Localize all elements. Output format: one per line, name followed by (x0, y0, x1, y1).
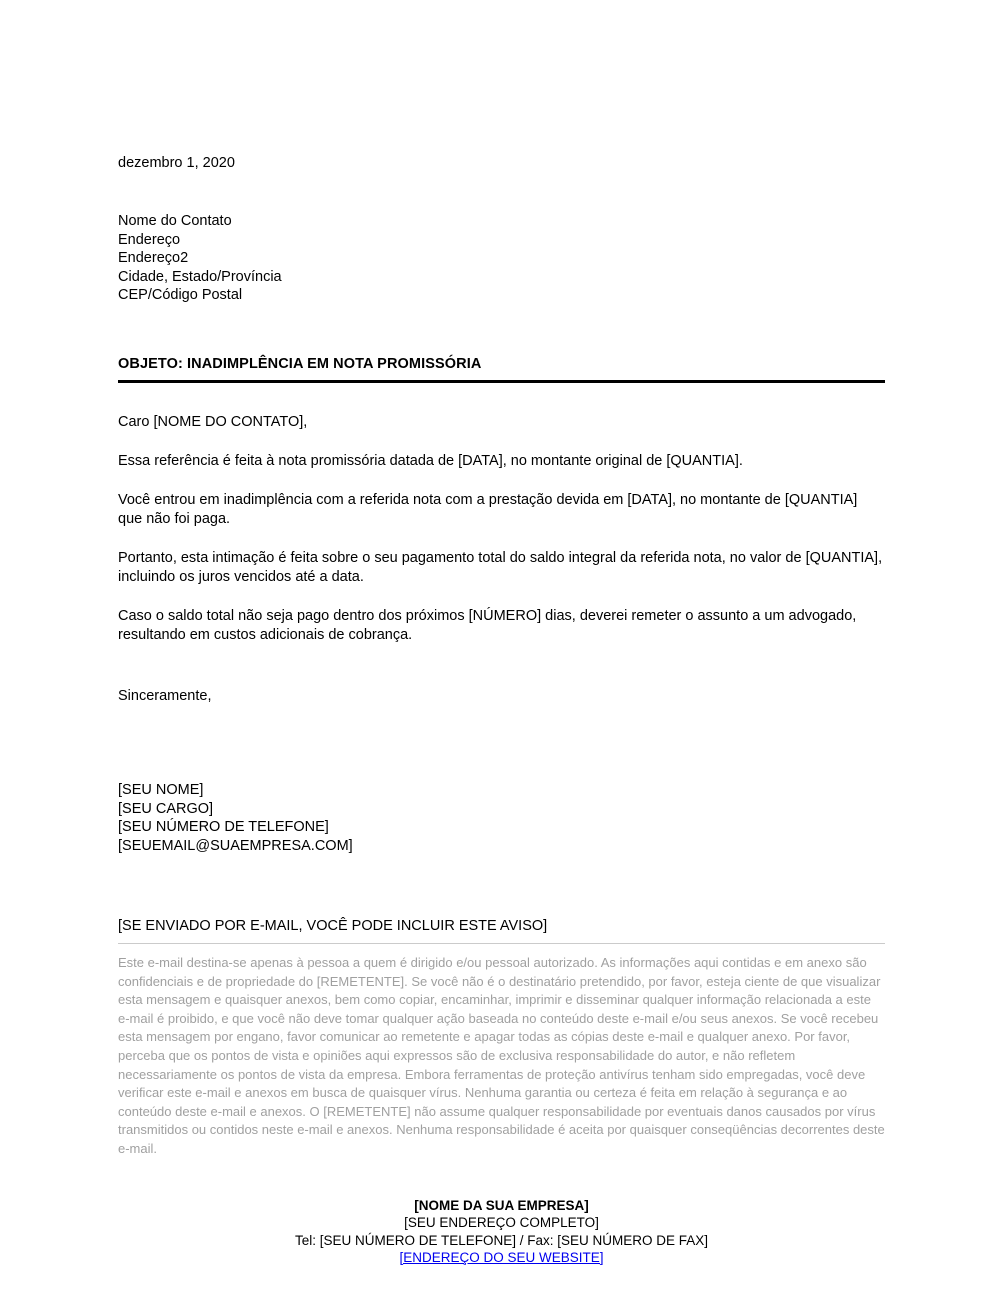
signature-block (118, 781, 885, 855)
footer-address: [SEU ENDEREÇO COMPLETO] (404, 1215, 599, 1231)
disclaimer-block (118, 917, 885, 1159)
recipient-line-name: Nome do Contato (118, 213, 232, 229)
subject-block (118, 355, 885, 383)
signature-phone: [SEU NÚMERO DE TELEFONE] (118, 819, 329, 835)
footer-contact: Tel: [SEU NÚMERO DE TELEFONE] / Fax: [SEU NÚMERO DE FAX] (294, 1232, 709, 1248)
body-paragraph-1: Essa referência é feita à nota promissória datada de [DATA], no montante original de [QUANTIA]. (118, 453, 743, 469)
letter-content (118, 0, 885, 1267)
recipient-address-block (118, 212, 885, 305)
recipient-line-address2: Endereço2 (118, 250, 189, 266)
disclaimer-heading: [SE ENVIADO POR E-MAIL, VOCÊ PODE INCLUIR ESTE AVISO] (118, 918, 548, 934)
body-paragraph-4: Caso o saldo total não seja pago dentro dos próximos [NÚMERO] dias, deverei remeter o assunto a um advogado, resultando em custos adicionais de cobrança. (118, 607, 857, 643)
recipient-line-postal-code: CEP/Código Postal (118, 287, 243, 303)
body-paragraph-2: Você entrou em inadimplência com a referida nota com a prestação devida em [DATA], no montante de [QUANTIA] que não foi paga. (118, 491, 858, 527)
signature-name: [SEU NOME] (118, 782, 204, 798)
signature-email: [SEUEMAIL@SUAEMPRESA.COM] (118, 837, 353, 854)
recipient-line-city-state: Cidade, Estado/Província (118, 268, 282, 285)
closing-line: Sinceramente, (118, 687, 212, 704)
signature-title: [SEU CARGO] (118, 800, 214, 817)
footer-block (118, 1197, 885, 1267)
letter-date: dezembro 1, 2020 (118, 155, 235, 171)
subject-title: OBJETO: INADIMPLÊNCIA EM NOTA PROMISSÓRIA (118, 355, 482, 372)
disclaimer-text: Este e-mail destina-se apenas à pessoa a quem é dirigido e/ou pessoal autorizado. As informações aqui contidas e em anexo são confidenciais e de propriedade do [REMETENTE]. Se você não é o destinatário pretendido, por favor, esteja ciente de que visualizar esta mensagem e quaisquer anexos, bem como copiar, encaminhar, imprimir e disseminar qualquer informação relacionada a este e-mail é proibido, e que você não deve tomar qualquer ação baseada no conteúdo deste e-mail e/ou seus anexos. Se você recebeu esta mensagem por engano, favor comunicar ao remetente e apagar todas as cópias deste e-mail e qualquer anexo. Por favor, perceba que os pontos de vista e opiniões aqui expressos são de exclusiva responsabilidade do autor, e não refletem necessariamente os pontos de vista da empresa. Embora ferramentas de proteção antivírus tenham sido empregadas, você deve verificar este e-mail e anexos em busca de quaisquer vírus. Nenhuma garantia ou certeza é feita em relação à segurança e ao conteúdo deste e-mail e anexos. O [REMETENTE] não assume qualquer responsabilidade por eventuais danos causados por vírus transmitidos ou contidos neste e-mail e anexos. Nenhuma responsabilidade é aceita por quaisquer conseqüências decorrentes deste e-mail. (118, 955, 885, 1156)
letter-body (118, 413, 885, 707)
subject-divider (118, 380, 885, 383)
salutation: Caro [NOME DO CONTATO], (118, 413, 308, 430)
body-paragraph-3: Portanto, esta intimação é feita sobre o seu pagamento total do saldo integral da referida nota, no valor de [QUANTIA], incluindo os juros vencidos até a data. (118, 549, 883, 585)
footer-company-name: [NOME DA SUA EMPRESA] (414, 1197, 589, 1213)
recipient-line-address1: Endereço (118, 231, 181, 248)
footer-website-line (118, 1249, 885, 1267)
footer-website-link[interactable]: [ENDEREÇO DO SEU WEBSITE] (399, 1250, 604, 1266)
disclaimer-divider (118, 943, 885, 944)
